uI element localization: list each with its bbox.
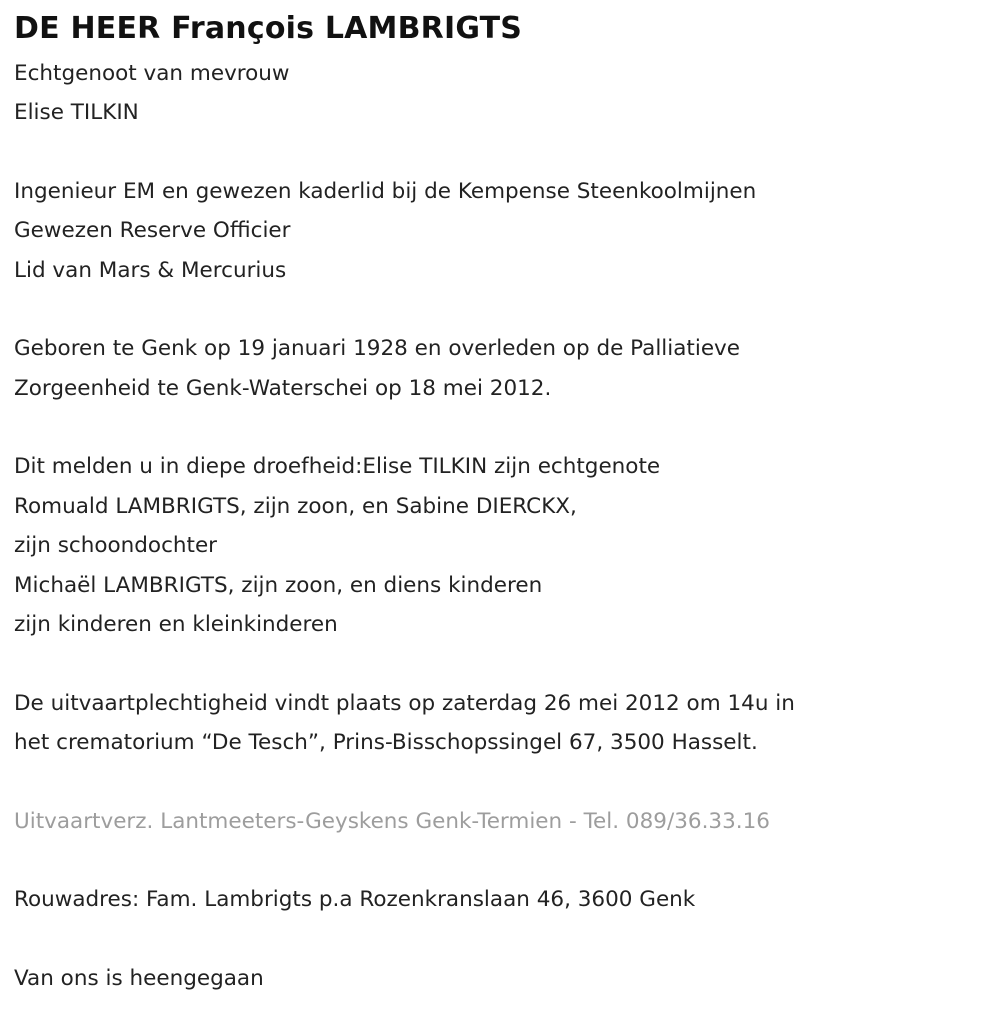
family-block xyxy=(14,447,986,645)
spacer xyxy=(14,408,986,447)
life-line-1: Geboren te Genk op 19 januari 1928 en overleden op de Palliatieve xyxy=(14,336,741,361)
spacer xyxy=(14,763,986,802)
ceremony-line-2: het crematorium “De Tesch”, Prins-Bisschopssingel 67, 3500 Hasselt. xyxy=(14,730,758,755)
page-title: DE HEER François LAMBRIGTS xyxy=(14,11,523,46)
undertaker-line: Uitvaartverz. Lantmeeters-Geyskens Genk-Termien - Tel. 089/36.33.16 xyxy=(14,808,770,834)
ceremony-block xyxy=(14,684,986,763)
spacer xyxy=(14,645,986,684)
mourning-address: Rouwadres: Fam. Lambrigts p.a Rozenkranslaan 46, 3600 Genk xyxy=(14,887,696,912)
career-line-2: Gewezen Reserve Officier xyxy=(14,218,291,243)
spouse-line: Echtgenoot van mevrouw xyxy=(14,60,290,86)
spouse-name: Elise TILKIN xyxy=(14,100,139,125)
spacer xyxy=(14,290,986,329)
ceremony-line-1: De uitvaartplechtigheid vindt plaats op zaterdag 26 mei 2012 om 14u in xyxy=(14,690,795,716)
family-line-4: Michaël LAMBRIGTS, zijn zoon, en diens kinderen xyxy=(14,572,543,598)
family-line-5: zijn kinderen en kleinkinderen xyxy=(14,612,338,637)
career-line-1: Ingenieur EM en gewezen kaderlid bij de Kempense Steenkoolmijnen xyxy=(14,178,757,204)
career-line-3: Lid van Mars & Mercurius xyxy=(14,257,287,283)
family-line-2: Romuald LAMBRIGTS, zijn zoon, en Sabine DIERCKX, xyxy=(14,493,577,519)
spacer xyxy=(14,841,986,880)
spacer xyxy=(14,920,986,959)
family-line-3: zijn schoondochter xyxy=(14,533,218,558)
closing-line: Van ons is heengegaan xyxy=(14,965,264,991)
life-dates-block xyxy=(14,329,986,408)
spouse-block xyxy=(14,54,986,133)
spacer xyxy=(14,133,986,172)
life-line-2: Zorgeenheid te Genk-Waterschei op 18 mei 2012. xyxy=(14,375,552,401)
career-block xyxy=(14,172,986,291)
family-line-1: Dit melden u in diepe droefheid:Elise TILKIN zijn echtgenote xyxy=(14,454,661,479)
